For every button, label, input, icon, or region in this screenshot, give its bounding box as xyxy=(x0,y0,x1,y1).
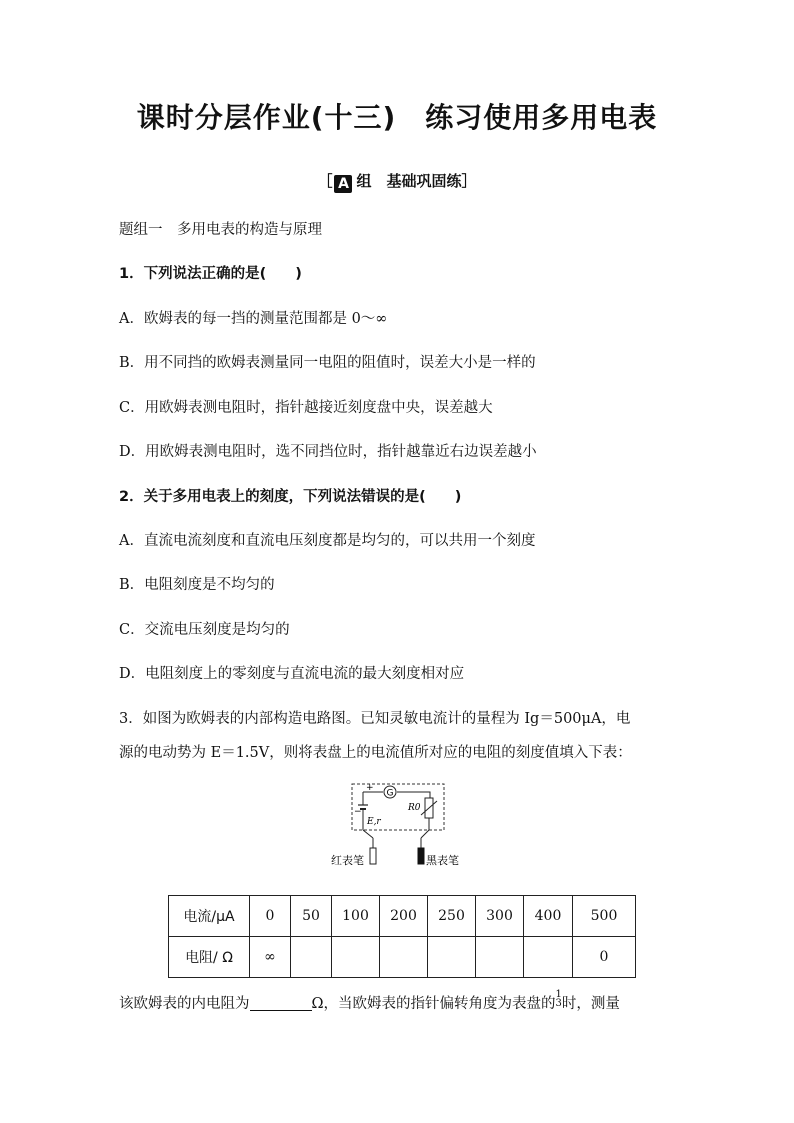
q1-stem: 1．下列说法正确的是( ) xyxy=(119,266,302,282)
table-row-resistance xyxy=(169,937,636,978)
q3-line2: 源的电动势为 E＝1.5V，则将表盘上的电流值所对应的电阻的刻度值填入下表： xyxy=(119,745,632,761)
q3-followup-part2: Ω，当欧姆表的指针偏转角度为表盘的 xyxy=(311,996,556,1012)
group-badge: A xyxy=(334,175,352,193)
resistance-cell[interactable] xyxy=(291,937,332,978)
q1-option-c: C．用欧姆表测电阻时，指针越接近刻度盘中央，误差越大 xyxy=(119,400,493,416)
resistance-cell: 0 xyxy=(573,937,636,978)
fraction-numerator: 1 xyxy=(555,989,562,1000)
section-label: 组 基础巩固练 xyxy=(356,172,462,190)
q3-followup-part1: 该欧姆表的内电阻为 xyxy=(119,996,250,1012)
q2-option-d: D．电阻刻度上的零刻度与直流电流的最大刻度相对应 xyxy=(119,666,465,682)
q3-followup xyxy=(119,990,620,1013)
red-lead xyxy=(363,830,373,838)
resistance-header: 电阻/ Ω xyxy=(169,937,250,978)
current-cell: 300 xyxy=(476,896,524,937)
group1-title: 题组一 多用电表的构造与原理 xyxy=(119,222,322,238)
fraction-denominator: 3 xyxy=(555,998,562,1009)
current-cell: 100 xyxy=(332,896,380,937)
battery-label: E,r xyxy=(367,817,381,827)
section-tag xyxy=(0,170,794,193)
resistance-table xyxy=(168,895,636,978)
q2-option-a: A．直流电流刻度和直流电压刻度都是均匀的，可以共用一个刻度 xyxy=(119,533,536,549)
current-cell: 250 xyxy=(428,896,476,937)
page-title: 课时分层作业(十三) 练习使用多用电表 xyxy=(136,101,658,134)
bracket-left: ［ xyxy=(317,172,333,190)
resistance-cell[interactable] xyxy=(476,937,524,978)
minus-sign: − xyxy=(354,807,362,817)
resistor-label: R0 xyxy=(408,803,421,813)
resistance-cell[interactable] xyxy=(524,937,573,978)
black-lead xyxy=(421,830,429,838)
q1-option-b: B．用不同挡的欧姆表测量同一电阻的阻值时，误差大小是一样的 xyxy=(119,355,536,371)
black-probe-icon xyxy=(418,848,424,864)
q1-option-a: A．欧姆表的每一挡的测量范围都是 0～∞ xyxy=(119,311,388,327)
plus-sign: + xyxy=(366,783,374,793)
resistance-cell[interactable] xyxy=(332,937,380,978)
current-cell: 200 xyxy=(380,896,428,937)
current-cell: 500 xyxy=(573,896,636,937)
resistance-cell[interactable] xyxy=(428,937,476,978)
current-header: 电流/μA xyxy=(169,896,250,937)
red-probe-icon xyxy=(370,848,376,864)
ohmmeter-circuit-diagram xyxy=(325,780,475,872)
current-cell: 0 xyxy=(250,896,291,937)
current-cell: 400 xyxy=(524,896,573,937)
answer-blank[interactable] xyxy=(250,996,312,1011)
table-row-current xyxy=(169,896,636,937)
q2-option-b: B．电阻刻度是不均匀的 xyxy=(119,577,275,593)
resistance-cell[interactable] xyxy=(380,937,428,978)
red-probe-label: 红表笔 xyxy=(331,854,364,867)
resistance-cell: ∞ xyxy=(250,937,291,978)
bracket-right: ］ xyxy=(461,172,477,190)
black-probe-label: 黑表笔 xyxy=(426,854,459,867)
wire xyxy=(397,792,430,798)
q3-line1: 3．如图为欧姆表的内部构造电路图。已知灵敏电流计的量程为 Ig＝500μA，电 xyxy=(119,711,631,727)
galvanometer-label: G xyxy=(386,788,394,799)
q3-followup-part3: 时，测量 xyxy=(561,996,620,1012)
current-cell: 50 xyxy=(291,896,332,937)
q2-option-c: C．交流电压刻度是均匀的 xyxy=(119,622,290,638)
q1-option-d: D．用欧姆表测电阻时，选不同挡位时，指针越靠近右边误差越小 xyxy=(119,444,537,460)
q2-stem: 2．关于多用电表上的刻度，下列说法错误的是( ) xyxy=(119,489,462,505)
